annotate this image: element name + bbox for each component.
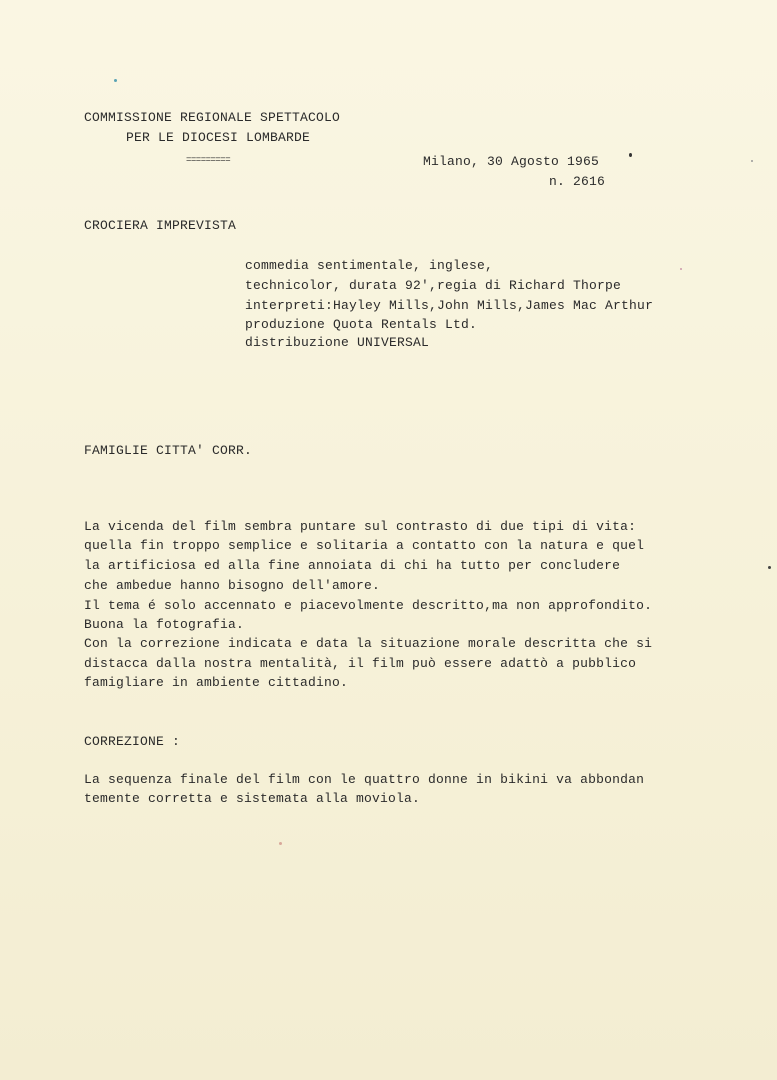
org-rule: ========= bbox=[186, 155, 231, 165]
paper-speck bbox=[279, 842, 282, 845]
correction-heading: CORREZIONE : bbox=[84, 734, 181, 749]
document-date: Milano, 30 Agosto 1965 bbox=[423, 154, 600, 169]
review-line: la artificiosa ed alla fine annoiata di chi ha tutto per concludere bbox=[84, 558, 621, 573]
review-line: che ambedue hanno bisogno dell'amore. bbox=[84, 578, 381, 593]
review-line: Con la correzione indicata e data la situazione morale descritta che si bbox=[84, 636, 653, 651]
review-line: quella fin troppo semplice e solitaria a contatto con la natura e quel bbox=[84, 538, 645, 553]
paper-speck bbox=[751, 160, 753, 162]
paper-speck bbox=[680, 268, 682, 270]
film-detail-genre: commedia sentimentale, inglese, bbox=[245, 258, 494, 273]
correction-line: La sequenza finale del film con le quattro donne in bikini va abbondan bbox=[84, 772, 645, 787]
review-line: distacca dalla nostra mentalità, il film può essere adattò a pubblico bbox=[84, 656, 637, 671]
review-line: La vicenda del film sembra puntare sul contrasto di due tipi di vita: bbox=[84, 519, 637, 534]
film-detail-technical: technicolor, durata 92',regia di Richard Thorpe bbox=[245, 278, 622, 293]
film-detail-distribution: distribuzione UNIVERSAL bbox=[245, 335, 430, 350]
paper-speck bbox=[629, 153, 632, 157]
org-line-1: COMMISSIONE REGIONALE SPETTACOLO bbox=[84, 110, 341, 125]
film-detail-production: produzione Quota Rentals Ltd. bbox=[245, 317, 478, 332]
document-number: n. 2616 bbox=[549, 174, 606, 189]
org-line-2: PER LE DIOCESI LOMBARDE bbox=[126, 130, 311, 145]
review-line: Buona la fotografia. bbox=[84, 617, 245, 632]
classification: FAMIGLIE CITTA' CORR. bbox=[84, 443, 253, 458]
paper-speck bbox=[768, 566, 771, 569]
film-title: CROCIERA IMPREVISTA bbox=[84, 218, 237, 233]
paper-speck bbox=[114, 79, 117, 82]
review-line: famigliare in ambiente cittadino. bbox=[84, 675, 349, 690]
correction-line: temente corretta e sistemata alla moviola. bbox=[84, 791, 421, 806]
review-line: Il tema é solo accennato e piacevolmente descritto,ma non approfondito. bbox=[84, 598, 653, 613]
film-detail-cast: interpreti:Hayley Mills,John Mills,James Mac Arthur bbox=[245, 298, 654, 313]
